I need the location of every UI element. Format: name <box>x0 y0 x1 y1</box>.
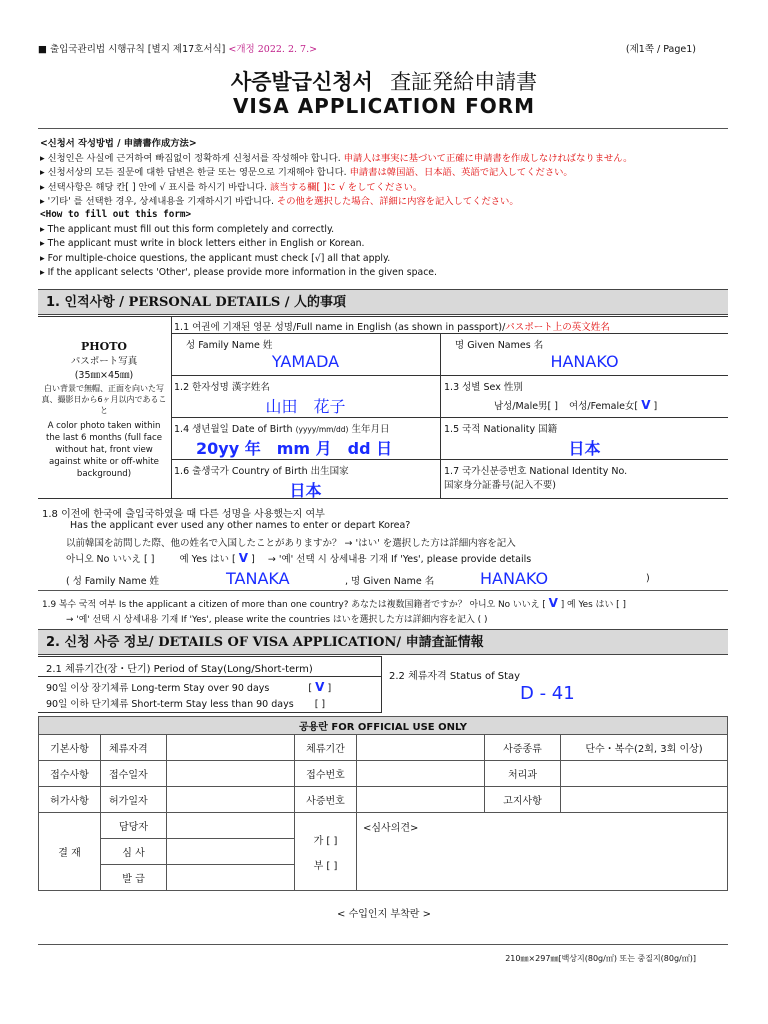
q1-8-jp: 以前韓国を訪問した際、他の姓名で入国したことがありますか？ → 'はい' を選択した方は詳細内容を記入 <box>66 538 516 549</box>
form-reference <box>38 41 317 55</box>
q1-9-no-check[interactable]: V <box>548 596 558 610</box>
long-term-check[interactable]: V <box>315 680 325 694</box>
instruction-line: ▸ 선택사항은 해당 칸[ ] 안에 √ 표시를 하시기 바랍니다. 該当する欄[ ]に √ をしてください。 <box>40 182 423 193</box>
q1-4-label: 1.4 생년월일 Date of Birth (yyyy/mm/dd) 生年月日 <box>174 424 390 435</box>
instruction-line-en: ▸ If the applicant selects 'Other', please provide more information in the given space. <box>40 267 437 278</box>
instructions-heading-en: <How to fill out this form> <box>40 209 192 220</box>
approval-decision: 가 [ ] 부 [ ] <box>295 813 357 891</box>
birth-date-field[interactable]: 20yy 年 mm 月 dd 日 <box>196 439 393 458</box>
table-row: 허가사항 허가일자 사증번호 고지사항 <box>39 787 728 813</box>
q1-8-family-field[interactable]: TANAKA <box>226 569 290 588</box>
photo-size: (35㎜×45㎜) <box>74 370 134 381</box>
q1-8-given-label: , 명 Given Name 名 <box>345 576 435 587</box>
q1-7-note: 国家身分証番号(記入不要) <box>444 480 556 491</box>
q1-2-label: 1.2 한자성명 漢字姓名 <box>174 382 270 393</box>
approval-label: 결 재 <box>39 813 101 891</box>
page-indicator: (제1쪽 / Page1) <box>625 44 696 55</box>
q1-8-family-label: ( 성 Family Name 姓 <box>66 576 160 587</box>
form-title-english: VISA APPLICATION FORM <box>232 94 536 118</box>
q1-8-label: 1.8 이전에 한국에 출입국하였을 때 다른 성명을 사용했는지 여부 <box>42 509 325 520</box>
long-term-option[interactable]: 90일 이상 장기체류 Long-term Stay over 90 days [ V ] <box>46 680 332 694</box>
q1-8-yes-option[interactable]: 예 Yes はい [ <box>179 554 236 565</box>
sex-female-option[interactable]: 여성/Female女[ <box>569 401 639 412</box>
review-opinion: <심사의견> <box>357 813 728 891</box>
divider <box>38 590 728 591</box>
instruction-line: ▸ 신청서상의 모든 질문에 대한 답변은 한글 또는 영문으로 기재해야 합니다. 申請書は韓国語、日本語、英語で記入してください。 <box>40 167 573 178</box>
q1-8-answer: 아니오 No いいえ [ ] 예 Yes はい [ V ] → '예' 선택 시 상세내용 기재 If 'Yes', please provide details <box>66 551 532 565</box>
chinese-name-field[interactable]: 山田 花子 <box>265 397 346 416</box>
sex-female-check[interactable]: V <box>641 398 651 412</box>
q1-8-close: ) <box>646 573 650 584</box>
paper-spec: 210㎜×297㎜[백상지(80g/㎡) 또는 중질지(80g/㎡)] <box>505 954 696 963</box>
instruction-line: ▸ '기타' 를 선택한 경우, 상세내용을 기재하시기 바랍니다. その他を選択した場合、詳細に内容を記入してください。 <box>40 196 519 207</box>
form-revision: <개정 2022. 2. 7.> <box>225 44 318 55</box>
q1-9-question: 1.9 복수 국적 여부 Is the applicant a citizen of more than one country? あなたは複数国籍者ですか？ 아니오 No いいえ [ V ] 예 Yes はい [ ] <box>42 596 626 610</box>
q1-6-label: 1.6 출생국가 Country of Birth 出生国家 <box>174 466 349 477</box>
q1-5-label: 1.5 국적 Nationality 国籍 <box>444 424 558 435</box>
table-row: 심 사 <box>39 839 728 865</box>
birth-country-field[interactable]: 日本 <box>289 481 322 500</box>
q1-1-label: 1.1 여권에 기재된 영문 성명/Full name in English (as shown in passport)/パスポート上の英文姓名 <box>174 322 610 333</box>
form-reference-label: ■ 출입국관리법 시행규칙 [별지 제17호서식] <box>38 44 226 55</box>
instructions-heading-ko: <신청서 작성방법 / 申請書作成方法> <box>40 138 197 149</box>
q1-7-label: 1.7 국가신분증번호 National Identity No. <box>444 466 628 477</box>
photo-en-note: A color photo taken within the last 6 months (full face without hat, front view against white or off-white background) <box>45 421 162 479</box>
given-name-label: 명 Given Names 名 <box>455 340 544 351</box>
photo-area <box>40 340 168 480</box>
form-title-korean <box>0 66 768 96</box>
section-visa-details: 2. 신청 사증 정보/ DETAILS OF VISA APPLICATION/ 申請査証情報 <box>38 629 728 655</box>
given-name-field[interactable]: HANAKO <box>550 352 619 371</box>
official-use-table <box>38 716 728 891</box>
instruction-line-en: ▸ For multiple-choice questions, the applicant must check [√] all that apply. <box>40 253 391 264</box>
nationality-field[interactable]: 日本 <box>568 439 601 458</box>
table-row: 결 재 담당자 가 [ ] 부 [ ] <심사의견> <box>39 813 728 839</box>
sex-options: 남성/Male男[ ] 여성/Female女[ V ] <box>494 398 658 412</box>
q2-2-label: 2.2 체류자격 Status of Stay <box>389 671 521 682</box>
sex-male-option[interactable]: 남성/Male男[ ] <box>494 401 558 412</box>
surname-field[interactable]: YAMADA <box>271 352 340 371</box>
instruction-line-en: ▸ The applicant must write in block letters either in English or Korean. <box>40 238 365 249</box>
photo-jp: パスポート写真 <box>70 356 138 367</box>
q1-8-yes-check[interactable]: V <box>238 551 249 565</box>
divider <box>38 944 728 945</box>
table-row: 발 급 <box>39 865 728 891</box>
table-row: 기본사항 체류자격 체류기간 사증종류 단수・복수(2회, 3회 이상) <box>39 735 728 761</box>
title-ko-text: 사증발급신청서 <box>230 70 373 94</box>
status-of-stay-field[interactable]: D - 41 <box>520 683 575 704</box>
short-term-option[interactable]: 90일 이하 단기체류 Short-term Stay less than 90 days [ ] <box>46 699 326 710</box>
q1-8-en: Has the applicant ever used any other names to enter or depart Korea? <box>70 520 411 531</box>
instruction-line: ▸ 신청인은 사실에 근거하여 빠짐없이 정확하게 신청서를 작성해야 합니다. 申請人は事実に基づいて正確に申請書を作成しなければなりません。 <box>40 153 633 164</box>
instruction-line-en: ▸ The applicant must fill out this form completely and correctly. <box>40 224 335 235</box>
divider <box>38 128 728 129</box>
official-heading: 공용란 FOR OFFICIAL USE ONLY <box>39 717 728 735</box>
q2-1-label: 2.1 체류기간(장・단기) Period of Stay(Long/Short-term) <box>46 664 313 675</box>
q1-8-given-field[interactable]: HANAKO <box>480 569 549 588</box>
photo-title: PHOTO <box>80 340 127 353</box>
surname-label: 성 Family Name 姓 <box>186 340 273 351</box>
revenue-stamp-area: < 수입인지 부착란 > <box>337 909 431 920</box>
q1-3-label: 1.3 성별 Sex 性別 <box>444 382 523 393</box>
title-jp-text: 査証発給申請書 <box>390 70 538 94</box>
photo-jp-note: 白い背景で無帽、正面を向いた写真、撮影日から6ヶ月以内であること <box>41 384 167 415</box>
q1-9-details: → '예' 선택 시 상세내용 기재 If 'Yes', please write the countries はいを選択した方は詳細内容を記入 ( ) <box>66 615 488 625</box>
q1-8-no-option[interactable]: 아니오 No いいえ [ ] <box>66 554 155 565</box>
table-row: 접수사항 접수일자 접수번호 처리과 <box>39 761 728 787</box>
section-personal-details: 1. 인적사항 / PERSONAL DETAILS / 人的事項 <box>38 289 728 315</box>
